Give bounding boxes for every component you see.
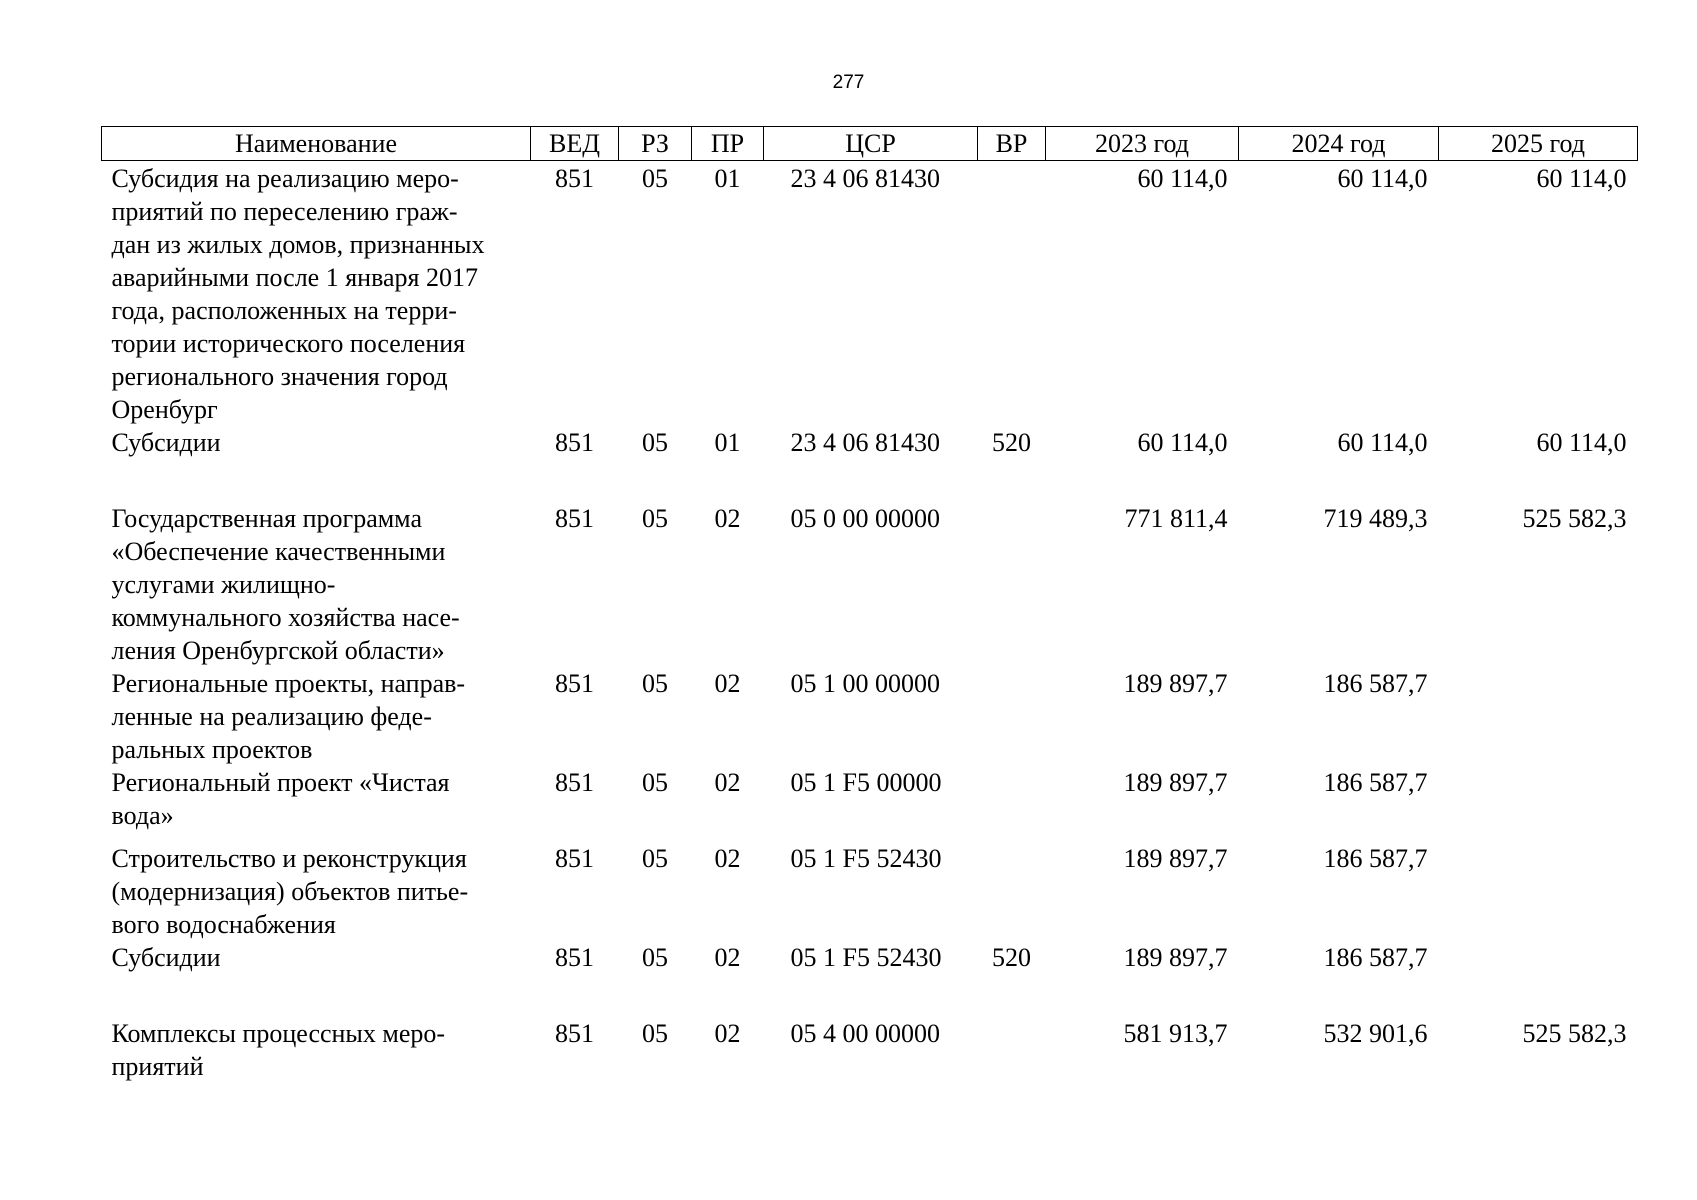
cell-ved: 851	[555, 428, 594, 457]
header-ved: ВЕД	[531, 127, 619, 161]
cell-rz: 05	[642, 428, 668, 457]
cell-2023: 189 897,7	[1123, 768, 1228, 797]
cell-2023: 189 897,7	[1123, 844, 1228, 873]
cell-csr: 23 4 06 81430	[790, 164, 940, 193]
cell-2025	[1439, 667, 1638, 766]
budget-table	[101, 126, 1638, 1083]
cell-pr: 02	[714, 504, 741, 533]
cell-vr	[978, 766, 1046, 842]
cell-name: Региональные проекты, направ- ленные на реализацию феде- ральных проектов	[111, 669, 466, 764]
cell-pr: 02	[714, 844, 741, 873]
cell-rz: 05	[642, 768, 668, 797]
cell-2025: 525 582,3	[1522, 504, 1627, 533]
cell-rz: 05	[642, 504, 668, 533]
header-csr: ЦСР	[764, 127, 978, 161]
cell-csr: 05 4 00 00000	[790, 1019, 940, 1048]
cell-2024: 186 587,7	[1323, 669, 1428, 698]
table-row	[102, 1017, 1638, 1083]
cell-csr: 05 1 F5 52430	[790, 844, 942, 873]
cell-name: Субсидии	[111, 428, 221, 457]
page-number: 277	[832, 72, 865, 93]
cell-2025: 60 114,0	[1536, 164, 1627, 193]
cell-2024: 186 587,7	[1323, 844, 1428, 873]
cell-pr: 02	[714, 669, 741, 698]
cell-pr: 02	[714, 943, 741, 972]
cell-2024: 60 114,0	[1337, 428, 1428, 457]
cell-2024: 532 901,6	[1323, 1019, 1428, 1048]
cell-2023: 60 114,0	[1137, 428, 1228, 457]
cell-2023: 189 897,7	[1123, 669, 1228, 698]
cell-name: Комплексы процессных меро- приятий	[111, 1019, 446, 1081]
cell-2023: 581 913,7	[1123, 1019, 1228, 1048]
cell-pr: 01	[714, 428, 741, 457]
cell-2025: 60 114,0	[1536, 428, 1627, 457]
header-2025: 2025 год	[1439, 127, 1638, 161]
cell-rz: 05	[642, 669, 668, 698]
cell-rz: 05	[642, 1019, 668, 1048]
cell-csr: 05 1 00 00000	[790, 669, 940, 698]
cell-vr	[978, 667, 1046, 766]
table-row	[102, 842, 1638, 941]
cell-2025	[1439, 941, 1638, 1017]
cell-vr: 520	[992, 943, 1031, 972]
header-2024: 2024 год	[1239, 127, 1439, 161]
cell-name: Региональный проект «Чистая вода»	[111, 768, 450, 830]
cell-csr: 23 4 06 81430	[790, 428, 940, 457]
header-pr: ПР	[692, 127, 764, 161]
cell-name: Государственная программа «Обеспечение качественными услугами жилищно- коммунального хозяйства насе- ления Оренбургской области»	[111, 504, 460, 665]
cell-2024: 60 114,0	[1337, 164, 1428, 193]
header-rz: РЗ	[619, 127, 692, 161]
cell-name: Субсидии	[111, 943, 221, 972]
cell-csr: 05 0 00 00000	[790, 504, 940, 533]
cell-ved: 851	[555, 669, 594, 698]
cell-vr	[978, 502, 1046, 667]
cell-name: Субсидия на реализацию меро- приятий по переселению граж- дан из жилых домов, признанных аварийными после 1 января 2017 года, расположенных на терри- тории исторического поселения регионального значения город Оренбург	[111, 164, 485, 424]
cell-2024: 186 587,7	[1323, 768, 1428, 797]
table-row	[102, 766, 1638, 842]
header-row	[102, 127, 1638, 161]
cell-2023: 189 897,7	[1123, 943, 1228, 972]
cell-pr: 01	[714, 164, 741, 193]
cell-2023: 60 114,0	[1137, 164, 1228, 193]
cell-ved: 851	[555, 164, 594, 193]
cell-pr: 02	[714, 768, 741, 797]
table-row	[102, 502, 1638, 667]
cell-2025	[1439, 766, 1638, 842]
cell-rz: 05	[642, 164, 668, 193]
cell-vr	[978, 161, 1046, 427]
header-name: Наименование	[102, 127, 531, 161]
cell-vr	[978, 842, 1046, 941]
cell-2025: 525 582,3	[1522, 1019, 1627, 1048]
cell-ved: 851	[555, 504, 594, 533]
cell-rz: 05	[642, 844, 668, 873]
table-row	[102, 667, 1638, 766]
header-vr: ВР	[978, 127, 1046, 161]
cell-ved: 851	[555, 943, 594, 972]
table-row	[102, 426, 1638, 502]
cell-ved: 851	[555, 844, 594, 873]
cell-ved: 851	[555, 1019, 594, 1048]
cell-2024: 719 489,3	[1323, 504, 1428, 533]
table-row	[102, 161, 1638, 427]
table-row	[102, 941, 1638, 1017]
header-2023: 2023 год	[1046, 127, 1239, 161]
cell-name: Строительство и реконструкция (модернизация) объектов питье- вого водоснабжения	[111, 844, 469, 939]
cell-pr: 02	[714, 1019, 741, 1048]
cell-2024: 186 587,7	[1323, 943, 1428, 972]
cell-2025	[1439, 842, 1638, 941]
cell-2023: 771 811,4	[1124, 504, 1228, 533]
cell-vr: 520	[992, 428, 1031, 457]
cell-csr: 05 1 F5 00000	[790, 768, 942, 797]
cell-rz: 05	[642, 943, 668, 972]
cell-vr	[978, 1017, 1046, 1083]
cell-csr: 05 1 F5 52430	[790, 943, 942, 972]
cell-ved: 851	[555, 768, 594, 797]
